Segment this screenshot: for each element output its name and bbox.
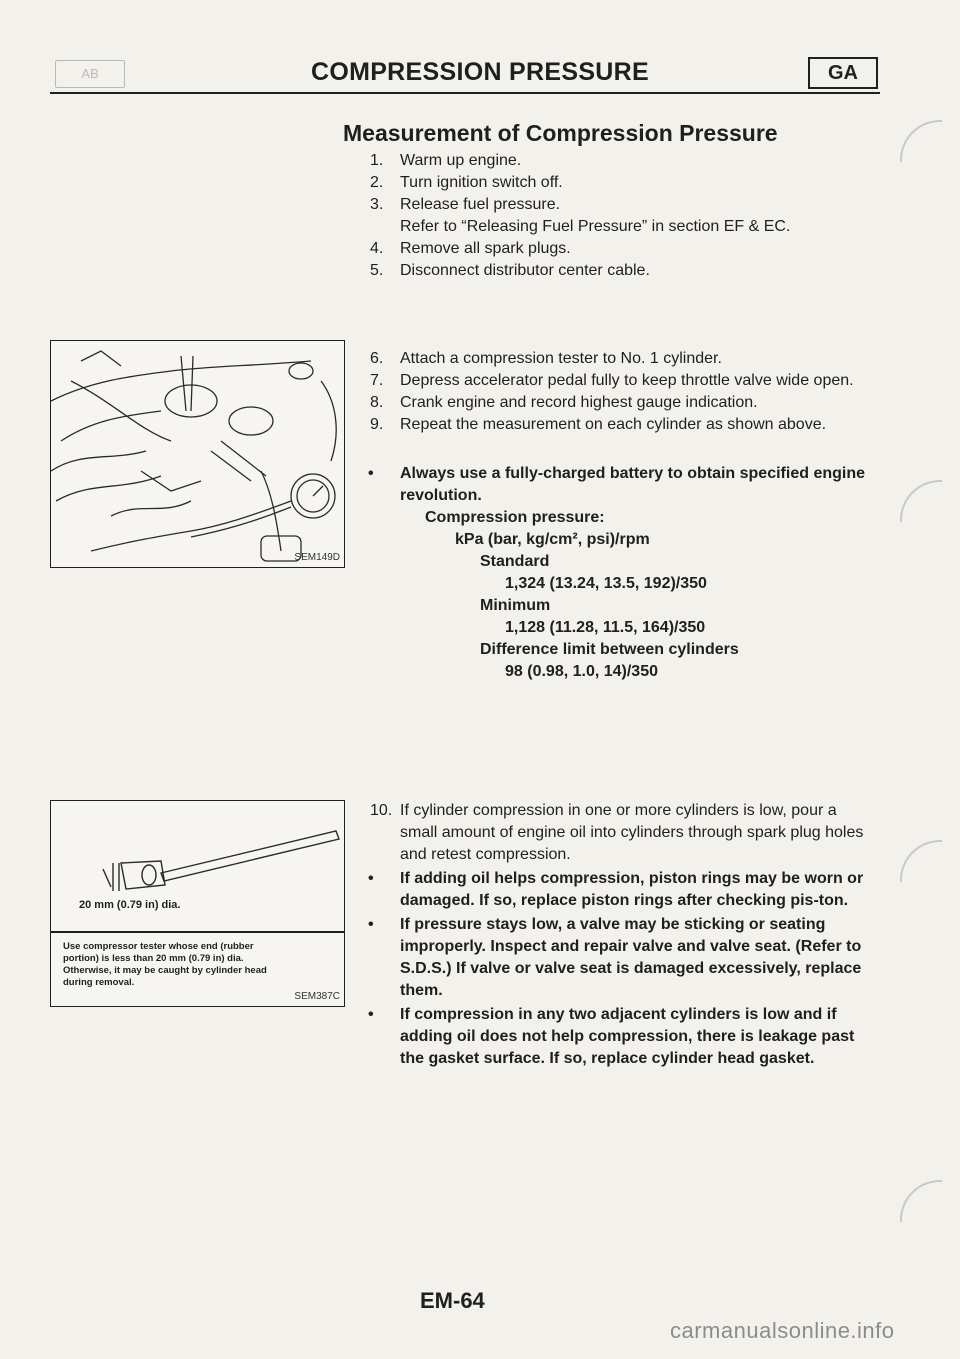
list-item: • If adding oil helps compression, piston rings may be worn or damaged. If so, replace piston rings after checking pis-ton. — [368, 870, 864, 909]
spec-standard-label: Standard — [480, 553, 550, 570]
figure-compression-tester-engine — [50, 340, 345, 568]
figure-code: SEM149D — [294, 552, 340, 563]
step-item: 8. Crank engine and record highest gauge indication. — [370, 394, 758, 411]
step-item: 9. Repeat the measurement on each cylinder as shown above. — [370, 416, 827, 433]
bullet-dot: • — [368, 465, 374, 482]
figure-code: SEM387C — [294, 991, 340, 1002]
step-item: 7. Depress accelerator pedal fully to keep throttle valve wide open. — [370, 372, 854, 389]
step-note: Refer to “Releasing Fuel Pressure” in section EF & EC. — [400, 218, 791, 235]
header-rule — [50, 92, 880, 94]
step-item: 3. Release fuel pressure. — [370, 196, 561, 213]
header-left-tag: AB — [55, 60, 125, 88]
bullet-dot: • — [368, 916, 374, 933]
tester-tip-illustration — [51, 801, 344, 911]
step-item: 4. Remove all spark plugs. — [370, 240, 571, 257]
spec-minimum-value: 1,128 (11.28, 11.5, 164)/350 — [505, 619, 706, 636]
compression-spec — [425, 507, 739, 683]
spec-difference-label: Difference limit between cylinders — [480, 641, 739, 658]
compression-bullets — [368, 868, 873, 1072]
tester-note: Use compressor tester whose end (rubber portion) is less than 20 mm (0.79 in) dia. Otherwise, it may be caught by cylinder head during removal. — [63, 941, 267, 988]
step-item: 2. Turn ignition switch off. — [370, 174, 563, 191]
steps-list-b — [370, 348, 870, 436]
step-item: 10. If cylinder compression in one or more cylinders is low, pour a small amount of engine oil into cylinders through spark plug holes and retest compression. — [370, 802, 864, 863]
list-item: • If compression in any two adjacent cylinders is low and if adding oil does not help compression, there is leakage past the gasket surface. If so, replace cylinder head gasket. — [368, 1006, 855, 1067]
spec-minimum-label: Minimum — [480, 597, 551, 614]
steps-list-a — [370, 150, 870, 282]
spec-heading: Compression pressure: — [425, 509, 605, 526]
scan-arc — [900, 120, 942, 162]
scan-arc — [900, 840, 942, 882]
bullet-dot: • — [368, 1006, 374, 1023]
watermark: carmanualsonline.info — [670, 1318, 895, 1343]
scan-arc — [900, 1180, 942, 1222]
bullet-dot: • — [368, 870, 374, 887]
list-item: • If pressure stays low, a valve may be sticking or seating improperly. Inspect and repair valve and valve seat. (Refer to S.D.S.) If valve or valve seat is damaged excessively, replace them. — [368, 916, 862, 999]
step-item: 5. Disconnect distributor center cable. — [370, 262, 650, 279]
step-item: 6. Attach a compression tester to No. 1 cylinder. — [370, 350, 722, 367]
battery-note: • Always use a fully-charged battery to obtain specified engine revolution. — [368, 465, 865, 504]
step-10 — [370, 800, 873, 866]
page-number: EM-64 — [420, 1288, 485, 1313]
figure-divider — [51, 931, 344, 933]
section-title: Measurement of Compression Pressure — [343, 120, 778, 146]
engine-code-tag: GA — [808, 57, 878, 89]
spec-units: kPa (bar, kg/cm², psi)/rpm — [455, 531, 650, 548]
step-item: 1. Warm up engine. — [370, 152, 522, 169]
spec-standard-value: 1,324 (13.24, 13.5, 192)/350 — [505, 575, 707, 592]
engine-illustration — [51, 341, 344, 567]
spec-difference-value: 98 (0.98, 1.0, 14)/350 — [505, 663, 658, 680]
figure-compression-tester-tip — [50, 800, 345, 1007]
scan-arc — [900, 480, 942, 522]
page-title: COMPRESSION PRESSURE — [310, 58, 649, 86]
tester-dimension-label: 20 mm (0.79 in) dia. — [79, 899, 181, 911]
